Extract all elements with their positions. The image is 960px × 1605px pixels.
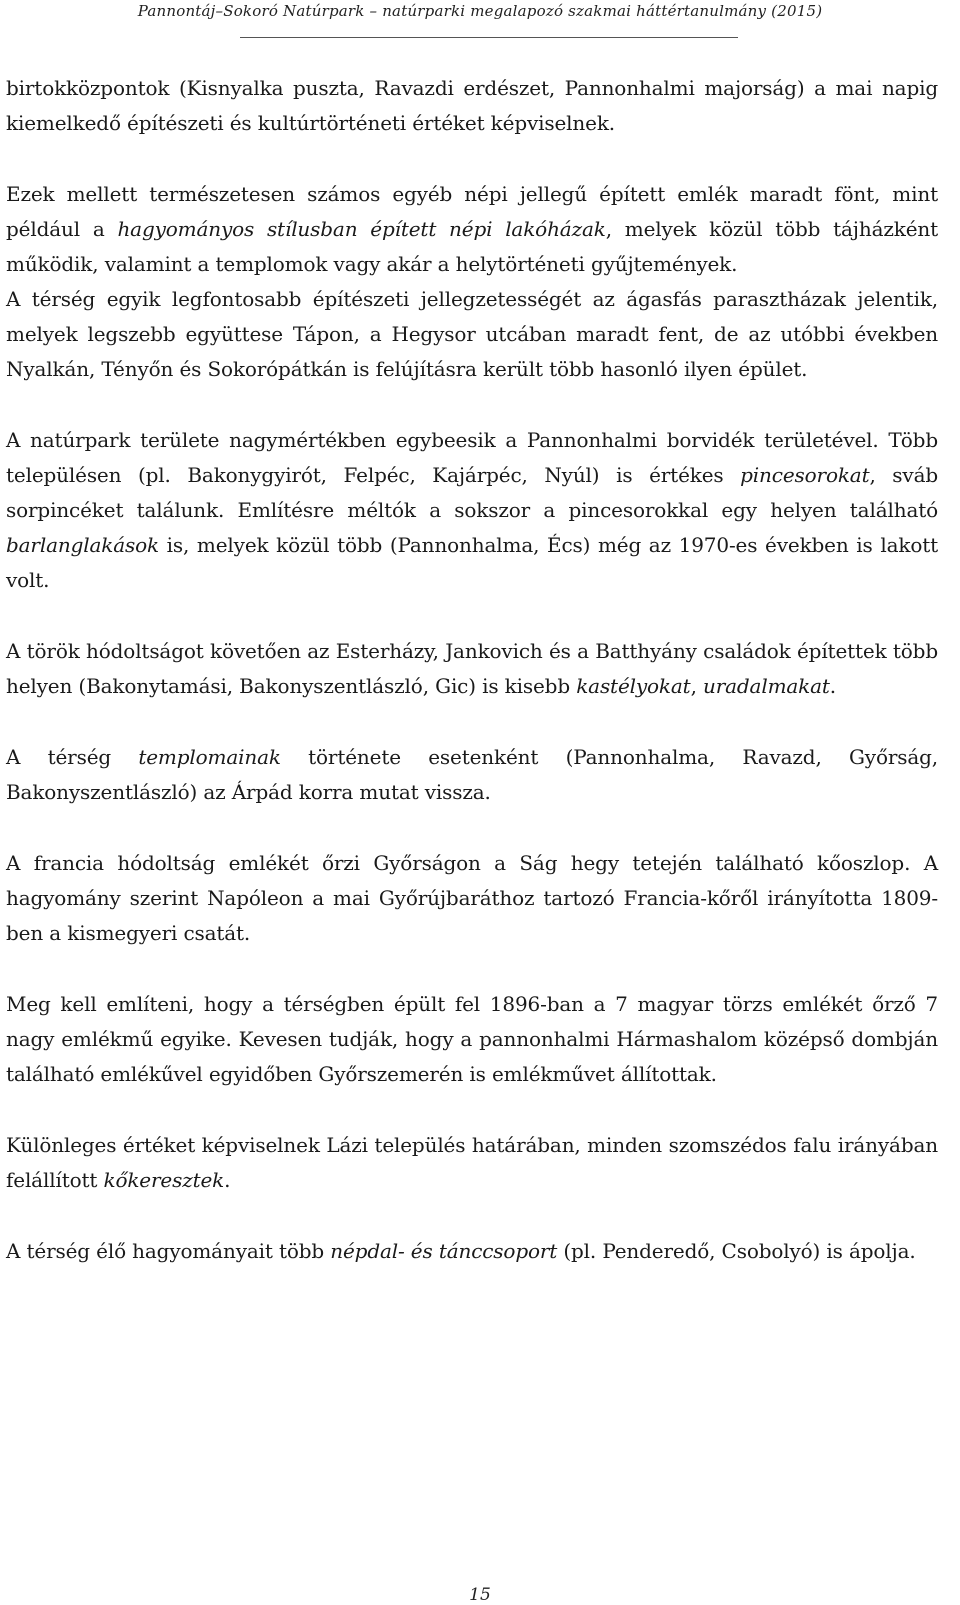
header-divider xyxy=(240,37,738,38)
paragraph-text: . xyxy=(224,1168,231,1192)
running-header xyxy=(0,0,960,44)
paragraph-text: története esetenként (Pannonhalma, Ravazd, Győrság, Bakonyszentlászló) az Árpád korra mutat vissza. xyxy=(6,745,938,804)
paragraph-3 xyxy=(6,282,938,387)
paragraph-8 xyxy=(6,987,938,1092)
italic-term: templomainak xyxy=(138,745,281,769)
italic-term: kastélyokat xyxy=(576,674,691,698)
italic-term: hagyományos stílusban épített népi lakóházak xyxy=(117,217,606,241)
paragraph-1 xyxy=(6,71,938,141)
page-number: 15 xyxy=(469,1585,491,1605)
paragraph-text: (pl. Penderedő, Csobolyó) is ápolja. xyxy=(557,1239,916,1263)
paragraph-10 xyxy=(6,1234,938,1269)
paragraph-text: , melyek közül több tájházként működik, valamint a templomok vagy akár a helytörténeti gyűjtemények. xyxy=(6,217,938,276)
paragraph-text: , sváb sorpincéket találunk. Említésre méltók a sokszor a pincesorokkal egy helyen található xyxy=(6,463,938,522)
paragraph-text: A török hódoltságot követően az Esterházy, Jankovich és a Batthyány családok építettek több helyen (Bakonytamási, Bakonyszentlászló, Gic) is kisebb xyxy=(6,639,938,698)
paragraph-text: Különleges értéket képviselnek Lázi település határában, minden szomszédos falu irányában felállított xyxy=(6,1133,938,1192)
italic-term: uradalmakat xyxy=(702,674,830,698)
running-title: Pannontáj–Sokoró Natúrpark – natúrparki megalapozó szakmai háttértanulmány (2015) xyxy=(137,2,823,20)
paragraph-5 xyxy=(6,634,938,704)
paragraph-7 xyxy=(6,846,938,951)
paragraph-text: birtokközpontok (Kisnyalka puszta, Ravazdi erdészet, Pannonhalmi majorság) a mai napig kiemelkedő építészeti és kultúrtörténeti értéket képviselnek. xyxy=(6,76,938,135)
italic-term: kőkeresztek xyxy=(103,1168,225,1192)
paragraph-4 xyxy=(6,423,938,598)
italic-term: barlanglakások xyxy=(6,533,159,557)
paragraph-text: A natúrpark területe nagymértékben egybeesik a Pannonhalmi borvidék területével. Több településen (pl. Bakonygyirót, Felpéc, Kajárpéc, Nyúl) is értékes xyxy=(6,428,938,487)
paragraph-text: , xyxy=(690,674,703,698)
document-body xyxy=(6,71,938,1305)
italic-term: népdal- és tánccsoport xyxy=(330,1239,558,1263)
paragraph-text: Ezek mellett természetesen számos egyéb népi jellegű épített emlék maradt fönt, mint például a xyxy=(6,182,938,241)
paragraph-text: Meg kell említeni, hogy a térségben épült fel 1896-ban a 7 magyar törzs emlékét őrző 7 nagy emlékmű egyike. Kevesen tudják, hogy a pannonhalmi Hármashalom középső dombján található emlékűvel egyidőben Győrszemerén is emlékművet állítottak. xyxy=(6,992,938,1086)
paragraph-text: A térség egyik legfontosabb építészeti jellegzetességét az ágasfás parasztházak jelentik, melyek legszebb együttese Tápon, a Hegysor utcában maradt fent, de az utóbbi években Nyalkán, Tényőn és Sokorópátkán is felújításra került több hasonló ilyen épület. xyxy=(6,287,938,381)
paragraph-6 xyxy=(6,740,938,810)
paragraph-2 xyxy=(6,177,938,282)
paragraph-text: is, melyek közül több (Pannonhalma, Écs) még az 1970-es években is lakott volt. xyxy=(6,533,938,592)
paragraph-text: A francia hódoltság emlékét őrzi Győrságon a Ság hegy tetején található kőoszlop. A hagyomány szerint Napóleon a mai Győrújbaráthoz tartozó Francia-kőről irányította 1809-ben a kismegyeri csatát. xyxy=(6,851,938,945)
paragraph-text: . xyxy=(829,674,837,698)
paragraph-text: A térség élő hagyományait több xyxy=(6,1239,331,1263)
paragraph-9 xyxy=(6,1128,938,1198)
italic-term: pincesorokat xyxy=(740,463,870,487)
paragraph-text: A térség xyxy=(6,745,139,769)
